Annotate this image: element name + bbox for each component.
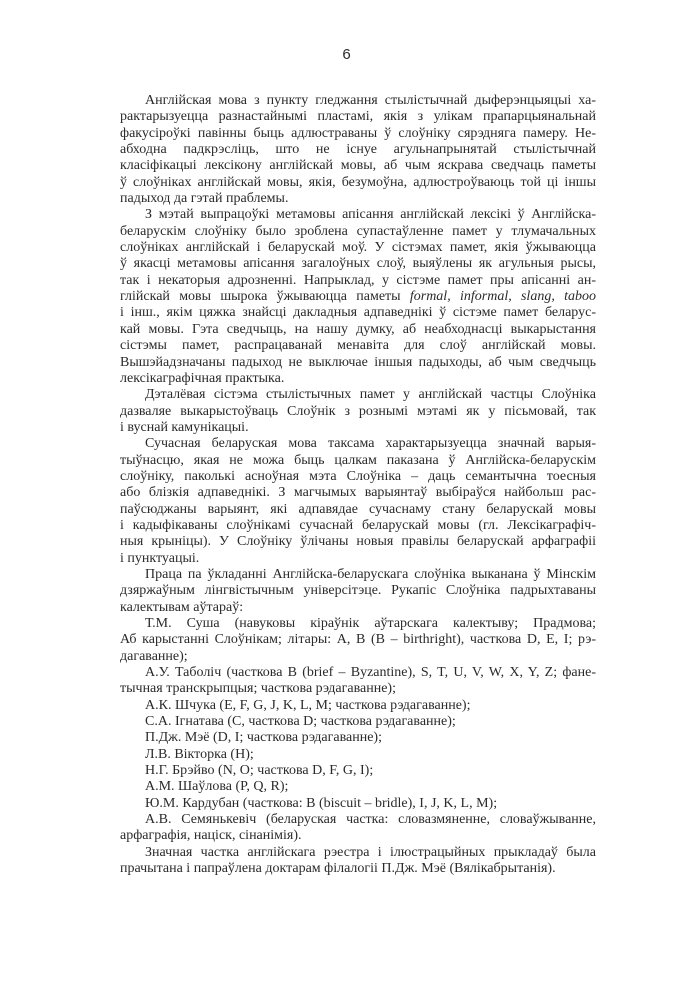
text-line: С.А. Ігнатава (C, часткова D; часткова рэдагаванне); [145, 714, 456, 730]
text-line: абходна падкрэсліць, што не існуе агульнапрынятай стылістычнай [120, 142, 596, 158]
text-line: Л.В. Вікторка (H); [145, 746, 254, 762]
paragraph [120, 616, 596, 665]
text-line: калектывам аўтараў: [120, 599, 244, 615]
text-line: Сучасная беларуская мова таксама характарызуецца значнай варыя- [145, 436, 596, 452]
paragraph [120, 698, 596, 714]
text-line: дагаванне); [120, 648, 188, 664]
paragraph [120, 387, 596, 436]
paragraph [120, 665, 596, 698]
text-line: факусіроўкі павінны быць адлюстраваны ў слоўніку сярэдняга памеру. Не- [120, 125, 596, 141]
paragraph [120, 763, 596, 779]
text-line: Аб карыстанні Слоўнікам; літары: A, B (B – birthright), часткова D, E, I; рэ- [120, 632, 596, 648]
text-line: Вышэйадзначаны падыход не выключае іншыя падыходы, аб чым сведчыць [120, 354, 596, 370]
text-line: так і некаторыя адрозненні. Напрыклад, у сістэме памет пры апісанні ан- [120, 272, 596, 288]
paragraph [120, 207, 596, 387]
text-line: А.М. Шаўлова (P, Q, R); [145, 779, 289, 795]
text-line: дазваляе выкарыстоўваць Слоўнік з рознымі мэтамі як у пісьмовай, так [120, 403, 596, 419]
text-line: і вуснай камунікацыі. [120, 419, 249, 435]
text-line [120, 289, 596, 305]
text-line: беларускім слоўніку было зроблена супастаўленне памет у тлумачальных [120, 223, 596, 239]
paragraph [120, 779, 596, 795]
text-line: рактарызуецца разнастайнымі пластамі, якія з улікам прапарцыянальнай [120, 109, 596, 125]
text-line: арфаграфія, націск, сінанімія). [120, 828, 302, 844]
text-line: класіфікацыі лексікону англійскай мовы, аб чым яскрава сведчаць паметы [120, 158, 596, 174]
paragraph [120, 747, 596, 763]
text-line: Праца па ўкладанні Англійска-беларускага слоўніка выканана ў Мінскім [145, 566, 596, 582]
text-line: Англійская мова з пункту гледжання стылістычнай дыферэнцыяцыі ха- [145, 93, 596, 108]
paragraph [120, 730, 596, 746]
text-line: А.К. Шчука (E, F, G, J, K, L, M; часткова рэдагаванне); [145, 697, 471, 713]
text-line: паўсюджаны варыянт, які адпавядае сучаснаму стану беларускай мовы [120, 501, 596, 517]
text-line: З мэтай выпрацоўкі метамовы апісання англійскай лексікі ў Англійска- [145, 207, 596, 223]
paragraph [120, 812, 596, 845]
text-line: падыход да гэтай праблемы. [120, 191, 289, 207]
text-line: кай мовы. Гэта сведчыць, на нашу думку, аб неабходнасці выкарыстання [120, 321, 596, 337]
text-line: прачытана і папраўлена доктарам філалогіі П.Дж. Мэё (Вялікабрытанія). [120, 861, 556, 877]
text-line: Дэталёвая сістэма стылістычных памет у англійскай частцы Слоўніка [145, 387, 596, 403]
text-line: сістэмы памет, распрацаванай менавіта для слоў англійскай мовы. [120, 338, 596, 354]
text-line: слоўніку, паколькі асноўная мэта Слоўніка – даць семантычна тоесныя [120, 468, 596, 484]
text-line: дзяржаўным лінгвістычным універсітэце. Рукапіс Слоўніка падрыхтаваны [120, 583, 596, 599]
paragraph [120, 436, 596, 567]
text-line: А.В. Семянькевіч (беларуская частка: словазмяненне, словаўжыванне, [145, 812, 596, 828]
italic-label-terms: formal, informal, slang, taboo [409, 289, 596, 305]
text-line: і пунктуацыі. [120, 550, 200, 566]
text-line: ў слоўніках англійскай мовы, якія, безумоўна, адлюстроўваюць той ці іншы [120, 174, 596, 190]
text-line: тычная транскрыпцыя; часткова рэдагаванне); [120, 681, 396, 697]
paragraph [120, 796, 596, 812]
body-text [120, 93, 596, 878]
page-number: 6 [342, 46, 351, 63]
paragraph [120, 93, 596, 207]
paragraph [120, 567, 596, 616]
text-line: тыўнасцю, якая не можа быць цалкам паказана ў Англійска-беларускім [120, 452, 596, 468]
text-line: ныя крыніцы). У Слоўніку ўлічаны новыя правілы беларускай арфаграфіі [120, 534, 596, 550]
text-line: Т.М. Суша (навуковы кіраўнік аўтарскага калектыву; Прадмова; [145, 616, 596, 631]
text-line: лексікаграфічная практыка. [120, 370, 285, 386]
text-line: Н.Г. Брэйво (N, O; часткова D, F, G, I); [145, 763, 374, 779]
text-line: П.Дж. Мэё (D, I; часткова рэдагаванне); [145, 730, 382, 746]
text-line: Значная частка англійскага рэестра і ілюстрацыйных прыкладаў была [145, 844, 596, 860]
text-segment: глійскай мовы шырока ўжываюцца паметы [120, 289, 410, 305]
text-line: А.У. Таболіч (часткова B (brief – Byzantine), S, T, U, V, W, X, Y, Z; фане- [145, 665, 596, 681]
text-line: або блізкія адпаведнікі. З магчымых варыянтаў выбіраўся найбольш рас- [120, 485, 596, 501]
paragraph [120, 714, 596, 730]
text-line: ў якасці метамовы апісання загалоўных слоў, выяўлены як агульныя рысы, [120, 256, 596, 272]
text-line: Ю.М. Кардубан (часткова: B (biscuit – bridle), I, J, K, L, M); [145, 795, 498, 811]
text-line: і кадыфікаваны слоўнікамі сучаснай беларускай мовы (гл. Лексікаграфіч- [120, 517, 596, 533]
text-line: слоўніках англійскай і беларускай моў. У сістэмах памет, якія ўжываюцца [120, 240, 596, 256]
text-line: і інш., якім цяжка знайсці дакладныя адпаведнікі ў сістэме памет беларус- [120, 305, 596, 321]
paragraph [120, 845, 596, 878]
